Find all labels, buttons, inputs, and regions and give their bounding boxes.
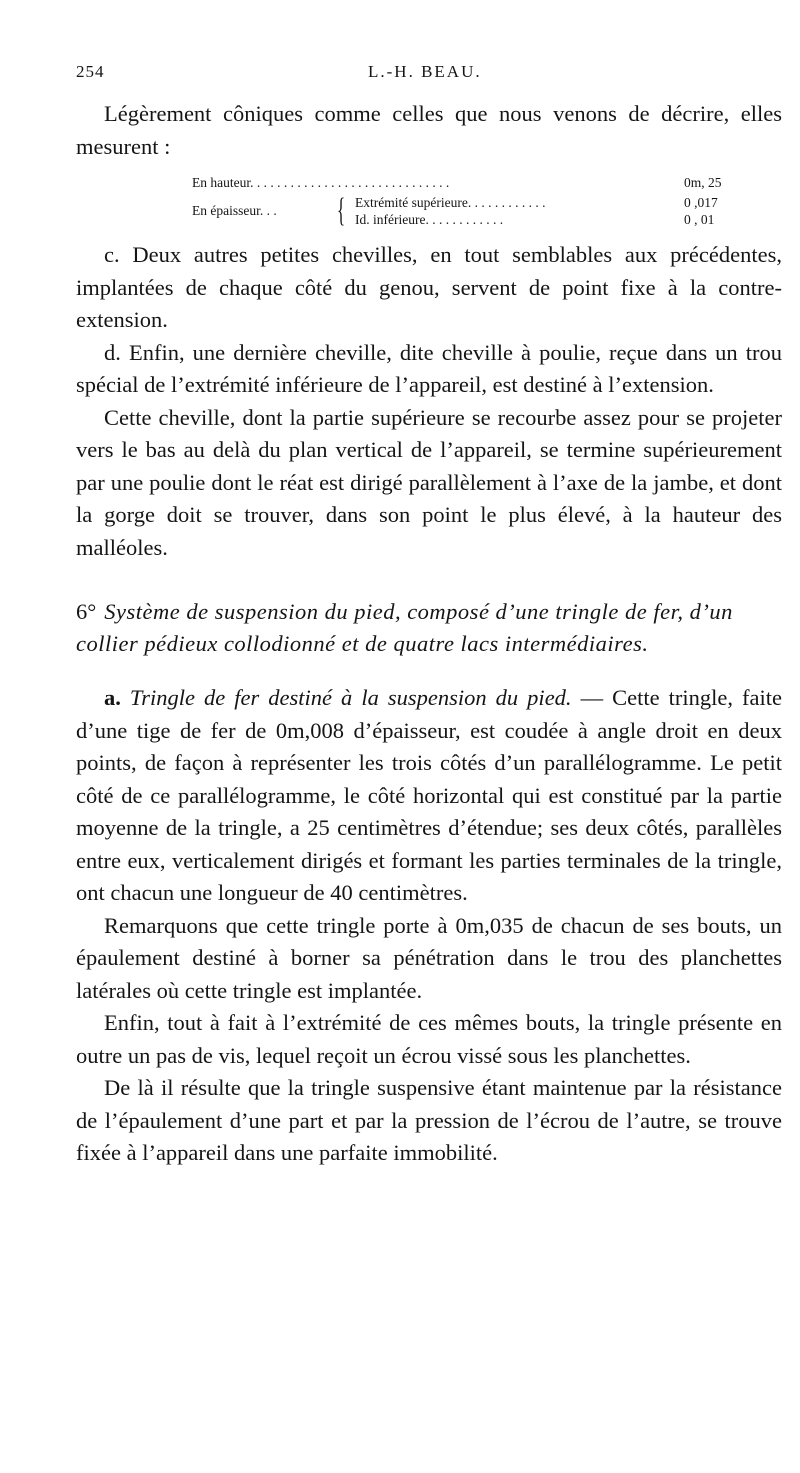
lower-label: Id. inférieure. . . . . . . . . . . . [355, 212, 504, 227]
upper-row [355, 194, 772, 211]
measurement-table [192, 173, 772, 229]
height-value: 0m, 25 [684, 175, 722, 190]
section-number: 6° [76, 599, 97, 624]
page-header [76, 62, 776, 88]
thickness-group [192, 193, 772, 229]
paragraph-a [76, 682, 782, 910]
section-title: Système de suspension du pied, composé d’une tringle de fer, d’un collier pédieux collodionné et de quatre lacs intermédiaires. [76, 599, 733, 656]
upper-value: 0 ,017 [684, 195, 718, 210]
subsection-label: a. [104, 685, 121, 710]
thickness-rows [355, 194, 772, 228]
subsection-text: — Cette tringle, faite d’une tige de fer de 0m,008 d’épaisseur, est coudée à angle droit en deux points, de façon à représenter les trois côtés d’un parallélogramme. Le petit côté de ce parallélogramme, le côté horizontal qui est constitué par la partie moyenne de la tringle, a 25 centimètres d’étendue; ses deux côtés, parallèles entre eux, verticalement dirigés et formant les parties terminales de la tringle, ont chacun une longueur de 40 centimètres. [76, 685, 783, 905]
brace-icon: { [337, 192, 346, 229]
page-number: 254 [76, 62, 105, 81]
lower-value: 0 , 01 [684, 212, 715, 227]
paragraph-cheville: Cette cheville, dont la partie supérieure se recourbe assez pour se projeter vers le bas au delà du plan vertical de l’appareil, se termine supérieurement par une poulie dont le réat est dirigé parallèlement à l’axe de la jambe, et dont la gorge doit se trouver, dans son point le plus élevé, à la hauteur des malléoles. [76, 404, 782, 560]
page-content [76, 98, 782, 1170]
section-6-heading [76, 596, 782, 660]
paragraph-c: c. Deux autres petites chevilles, en tout semblables aux précédentes, implantées de chaque côté du genou, servent de point fixe à la contre-extension. [76, 242, 782, 332]
paragraph-remarquons: Remarquons que cette tringle porte à 0m,035 de chacun de ses bouts, un épaulement destiné à borner sa pénétration dans le trou des planchettes latérales où cette tringle est implantée. [76, 912, 782, 1003]
paragraph-d: d. Enfin, une dernière cheville, dite cheville à poulie, reçue dans un trou spécial de l’extrémité inférieure de l’appareil, est destiné à l’extension. [76, 339, 782, 397]
paragraph-dela: De là il résulte que la tringle suspensive étant maintenue par la résistance de l’épaulement d’une part et par la pression de l’écrou de l’autre, se trouve fixée à l’appareil dans une parfaite immobilité. [76, 1075, 782, 1165]
paragraph-enfin: Enfin, tout à fait à l’extrémité de ces mêmes bouts, la tringle présente en outre un pas de vis, lequel reçoit un écrou vissé sous les planchettes. [76, 1010, 782, 1068]
height-row [192, 173, 772, 193]
height-label: En hauteur. . . . . . . . . . . . . . . . . . . . . . . . . . . . . . [192, 175, 450, 190]
upper-label: Extrémité supérieure. . . . . . . . . . . . [355, 195, 546, 210]
intro-paragraph: Légèrement côniques comme celles que nous venons de décrire, elles mesurent : [76, 101, 782, 159]
thickness-label: En épaisseur. . . [192, 203, 277, 218]
subsection-title: Tringle de fer destiné à la suspension du pied. [129, 685, 572, 710]
lower-row [355, 211, 772, 228]
running-head: L.-H. BEAU. [368, 62, 482, 81]
